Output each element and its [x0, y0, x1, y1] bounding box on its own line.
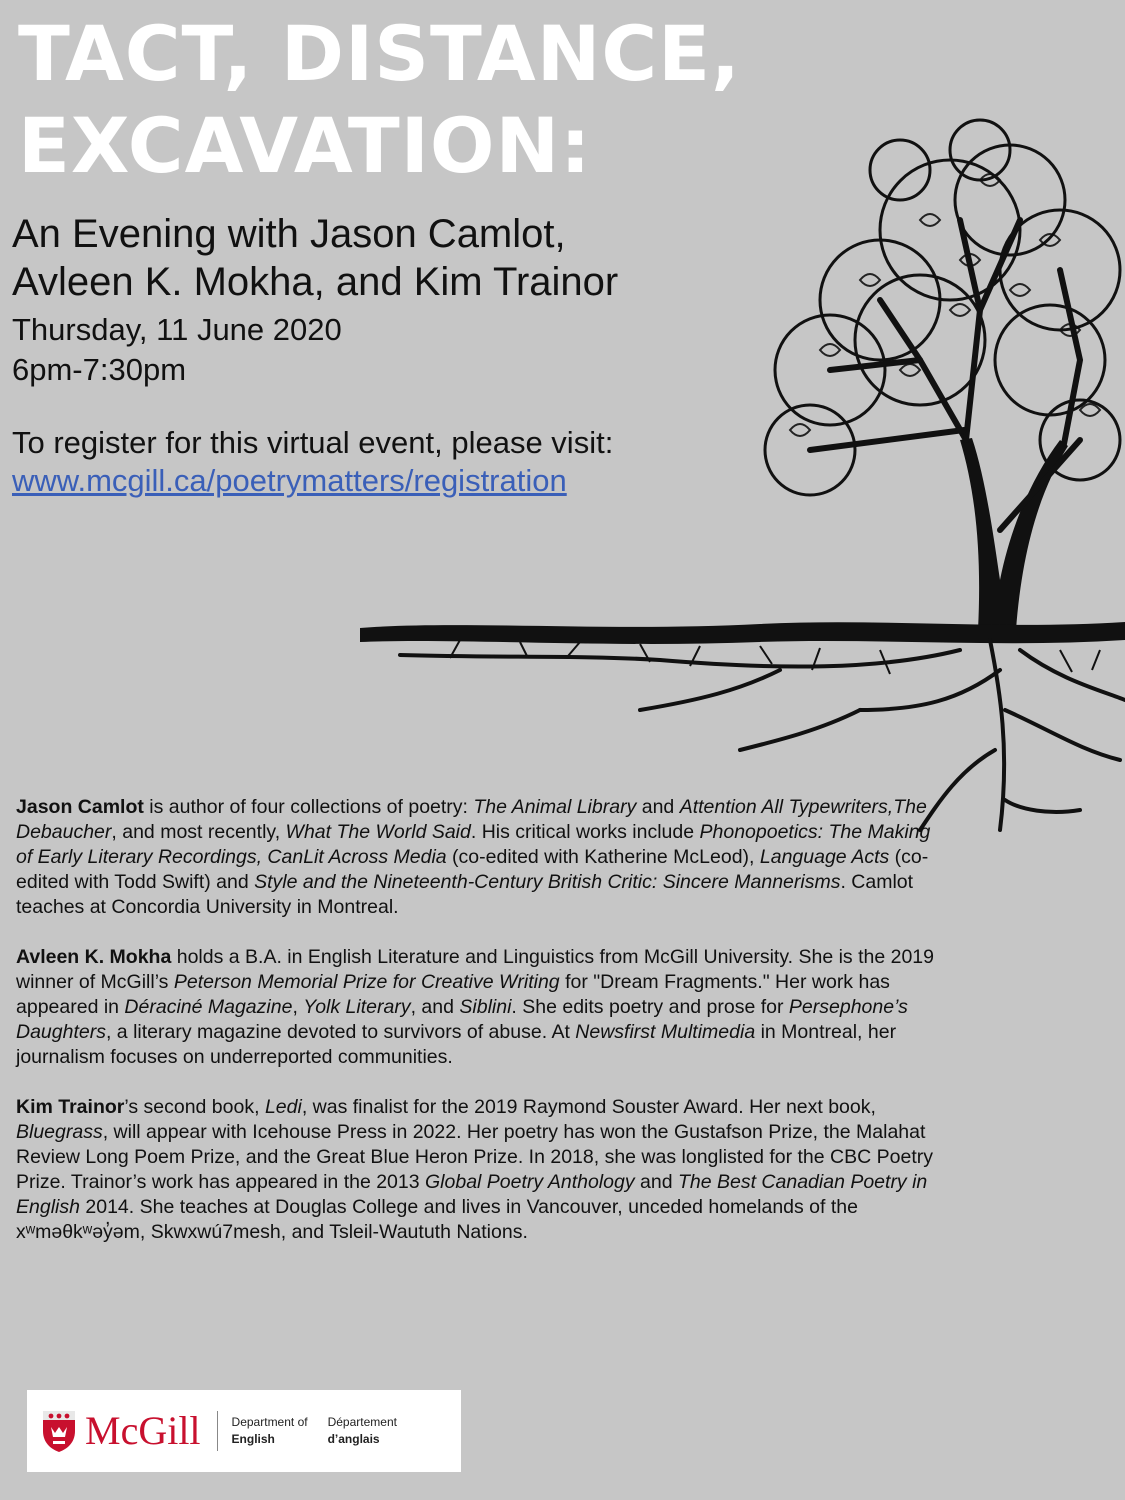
event-subtitle [12, 210, 618, 306]
dept-english-fr [328, 1414, 397, 1448]
registration-block [12, 424, 613, 500]
bio-text: (co-edited with Todd Swift) and [16, 846, 929, 893]
bio-text: ’s second book, [124, 1096, 265, 1118]
bio-text: , a literary magazine devoted to survivors of abuse. At [105, 1021, 576, 1043]
subtitle-line-1: An Evening with Jason Camlot, [12, 212, 566, 256]
book-title: Global Poetry Anthology [425, 1171, 635, 1193]
book-title: Language Acts [759, 846, 890, 868]
publication-title: Déraciné Magazine [124, 996, 293, 1018]
book-title: What The World Said [285, 821, 471, 843]
bio-text: and [634, 1171, 678, 1193]
mcgill-wordmark: McGill [85, 1408, 201, 1453]
publication-title: Siblini [459, 996, 512, 1018]
book-title: Attention All Typewriters, [679, 796, 894, 818]
dept-en-line2: English [231, 1432, 275, 1446]
subtitle-line-2: Avleen K. Mokha, and Kim Trainor [12, 260, 619, 304]
dept-fr-line1: Département [327, 1415, 397, 1429]
event-date: Thursday, 11 June 2020 [12, 312, 342, 347]
bio-text: . Camlot teaches at Concordia University in Montreal. [16, 871, 914, 918]
book-title: Phonopoetics: The Making of Early Literary Recordings, CanLit Across Media [16, 821, 931, 868]
bio-text: . His critical works include [470, 821, 700, 843]
bio-text: , was finalist for the 2019 Raymond Souster Award. Her next book, [301, 1096, 876, 1118]
ground-line [360, 622, 1125, 644]
book-title: The Animal Library [473, 796, 637, 818]
registration-prompt: To register for this virtual event, please visit: [12, 425, 614, 460]
bio-text: in Montreal, her journalism focuses on underreported communities. [16, 1021, 897, 1068]
book-title: Bluegrass [16, 1121, 103, 1143]
bio-text: , will appear with Icehouse Press in 2022. Her poetry has won the Gustafson Prize, the Malahat Review Long Poem Prize, and the Great Blue Heron Prize. In 2018, she was longlisted for the CBC Poetry Prize. Trainor’s work has appeared in the 2013 [16, 1121, 933, 1193]
speaker-bios [16, 795, 951, 1270]
event-datetime [12, 310, 342, 390]
registration-link[interactable]: www.mcgill.ca/poetrymatters/registration [12, 463, 567, 498]
bio-name: Avleen K. Mokha [16, 946, 172, 968]
event-time: 6pm-7:30pm [12, 352, 187, 387]
bio-text: , and [410, 996, 460, 1018]
bio-text: is author of four collections of poetry: [143, 796, 474, 818]
bio-text: and [636, 796, 680, 818]
dept-en-line1: Department of [231, 1415, 308, 1429]
bio-jason-camlot [16, 795, 951, 920]
tree-trunk [960, 438, 1068, 630]
bio-text: , [292, 996, 304, 1018]
bio-text: , and most recently, [111, 821, 286, 843]
book-title: The Debaucher [16, 796, 927, 843]
book-title: Ledi [264, 1096, 302, 1118]
mcgill-logo [27, 1390, 461, 1472]
book-title: Style and the Nineteenth-Century British Critic: Sincere Mannerisms [254, 871, 841, 893]
bio-text: holds a B.A. in English Literature and Linguistics from McGill University. She is the 2019 winner of McGill’s [16, 946, 934, 993]
bio-text: 2014. She teaches at Douglas College and lives in Vancouver, unceded homelands of the xʷməθkʷəy̓əm, Skwxwú7mesh, and Tsleil-Waututh Nations. [16, 1196, 858, 1243]
publication-title: Persephone’s Daughters [16, 996, 908, 1043]
bio-name: Kim Trainor [16, 1096, 125, 1118]
bio-text: (co-edited with Katherine McLeod), [446, 846, 760, 868]
bio-kim-trainor [16, 1095, 951, 1245]
publication-title: Newsfirst Multimedia [575, 1021, 756, 1043]
bio-text: for "Dream Fragments." Her work has appeared in [16, 971, 890, 1018]
mcgill-shield-icon [41, 1409, 77, 1453]
title-line-1: TACT, DISTANCE, [18, 9, 741, 98]
prize-title: Peterson Memorial Prize for Creative Writing [173, 971, 560, 993]
logo-divider [217, 1411, 218, 1451]
title-line-2: EXCAVATION: [18, 101, 592, 190]
publication-title: Yolk Literary [303, 996, 411, 1018]
dept-fr-line2: d’anglais [327, 1432, 380, 1446]
bio-name: Jason Camlot [16, 796, 144, 818]
book-title: The Best Canadian Poetry in English [16, 1171, 928, 1218]
bio-avleen-mokha [16, 945, 951, 1070]
dept-english-en [232, 1414, 308, 1448]
bio-text: . She edits poetry and prose for [511, 996, 789, 1018]
